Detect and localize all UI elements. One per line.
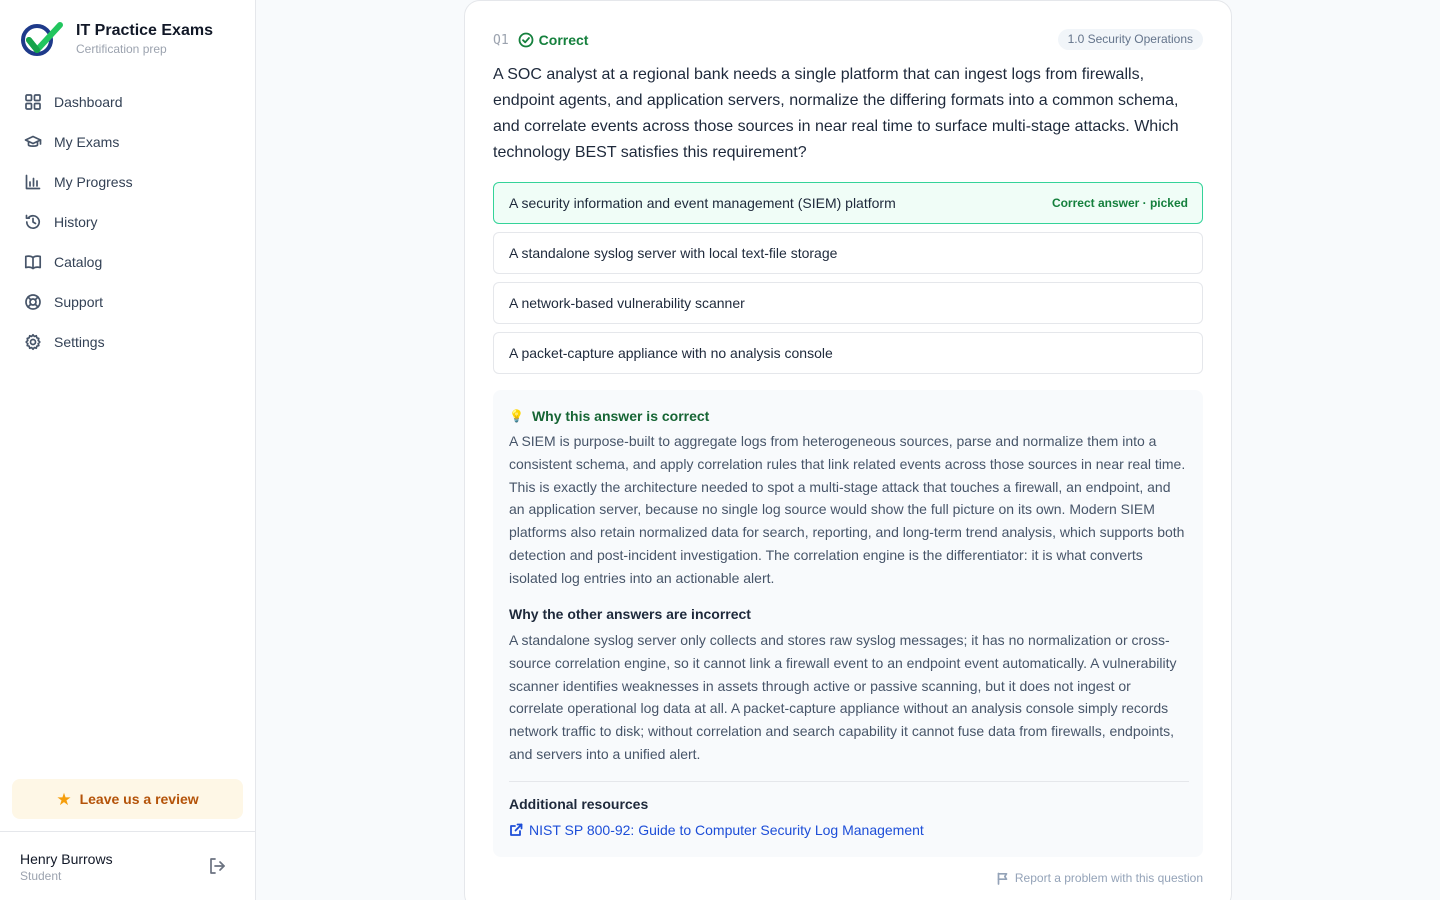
resource-link-label: NIST SP 800-92: Guide to Computer Security Log Management [529,822,924,838]
grid-icon [24,93,42,111]
logout-icon [207,856,227,876]
report-problem-link[interactable] [996,871,1203,885]
history-icon [24,213,42,231]
sidebar-item-label: Support [54,294,104,310]
sidebar-item-dashboard[interactable] [12,82,244,122]
answer-option[interactable] [493,232,1203,274]
question-text: A SOC analyst at a regional bank needs a single platform that can ingest logs from firewalls, endpoint agents, and application servers, normalize the differing formats into a common schema, and correlate events across those sources in near real time to surface multi-stage attacks. Which technology BEST satisfies this requirement? [493,66,1179,161]
gear-icon [24,333,42,351]
status-label: Correct [538,32,589,48]
user-panel [0,831,256,900]
answer-option-label: A network-based vulnerability scanner [509,295,745,311]
answer-option-label: A packet-capture appliance with no analysis console [509,345,833,361]
sidebar [0,0,256,900]
logo-icon [20,21,64,57]
brand[interactable] [20,20,213,57]
brand-subtitle: Certification prep [76,42,167,56]
leave-review-label: Leave us a review [79,791,199,807]
sidebar-item-label: My Progress [54,174,133,190]
explanation-title [509,408,709,424]
sidebar-item-label: Catalog [54,254,103,270]
brand-title: IT Practice Exams [76,22,213,39]
sidebar-item-my-progress[interactable] [12,162,244,202]
leave-review-button[interactable] [12,779,243,819]
domain-badge: 1.0 Security Operations [1058,29,1203,50]
correct-picked-tag: Correct answer · picked [1051,196,1188,210]
sidebar-item-label: History [54,214,98,230]
explanation-title-label: Why this answer is correct [531,408,710,424]
report-problem-label: Report a problem with this question [1014,871,1203,885]
logout-button[interactable] [207,856,227,876]
incorrect-title: Why the other answers are incorrect [509,606,751,622]
question-card [464,0,1232,900]
sidebar-item-label: Dashboard [54,94,123,110]
divider [509,781,1189,782]
sidebar-item-settings[interactable] [12,322,244,362]
graduation-cap-icon [24,133,42,151]
explanation-panel [493,390,1203,857]
status-badge [518,32,589,48]
sidebar-item-label: My Exams [54,134,120,150]
explanation-body: A SIEM is purpose-built to aggregate logs from heterogeneous sources, parse and normalize them into a consistent schema, and apply correlation rules that link related events across those sources in near real time. This is exactly the architecture needed to spot a multi-stage attack that touches a firewall, an endpoint, and an application server, because no single log source would show the full picture on its own. Modern SIEM platforms also retain normalized data for search, reporting, and long-term trend analysis, which supports both detection and post-incident investigation. The correlation engine is the differentiator: it is what converts isolated log entries into an actionable alert. [509,433,1186,586]
user-role: Student [20,869,62,883]
answer-option[interactable] [493,332,1203,374]
external-link-icon [509,823,523,837]
check-circle-icon [518,32,534,48]
answer-option-label: A standalone syslog server with local text-file storage [509,245,838,261]
answer-option[interactable] [493,182,1203,224]
question-number: Q1 [493,32,509,48]
bar-chart-icon [24,173,42,191]
sidebar-nav [12,82,244,362]
lightbulb-icon: 💡 [509,409,524,423]
resources-title: Additional resources [509,796,649,812]
sidebar-item-support[interactable] [12,282,244,322]
sidebar-item-catalog[interactable] [12,242,244,282]
flag-icon [996,872,1009,885]
sidebar-item-label: Settings [54,334,105,350]
sidebar-item-my-exams[interactable] [12,122,244,162]
resource-link[interactable] [509,822,924,838]
lifebuoy-icon [24,293,42,311]
incorrect-body: A standalone syslog server only collects and stores raw syslog messages; it has no normalization or cross-source correlation engine, so it cannot link a firewall event to an endpoint event automatically. A vulnerability scanner identifies weaknesses in assets through active or passive scanning, but it does not ingest or correlate operational log data at all. A packet-capture appliance without an analysis console simply records network traffic to disk; without correlation and search capability it cannot fuse data from firewalls, endpoints, and servers into a unified alert. [509,632,1177,762]
answer-option-label: A security information and event management (SIEM) platform [509,195,896,211]
star-icon: ★ [56,789,72,809]
question-header [493,31,588,49]
answer-option[interactable] [493,282,1203,324]
user-name: Henry Burrows [20,851,113,867]
sidebar-item-history[interactable] [12,202,244,242]
book-icon [24,253,42,271]
